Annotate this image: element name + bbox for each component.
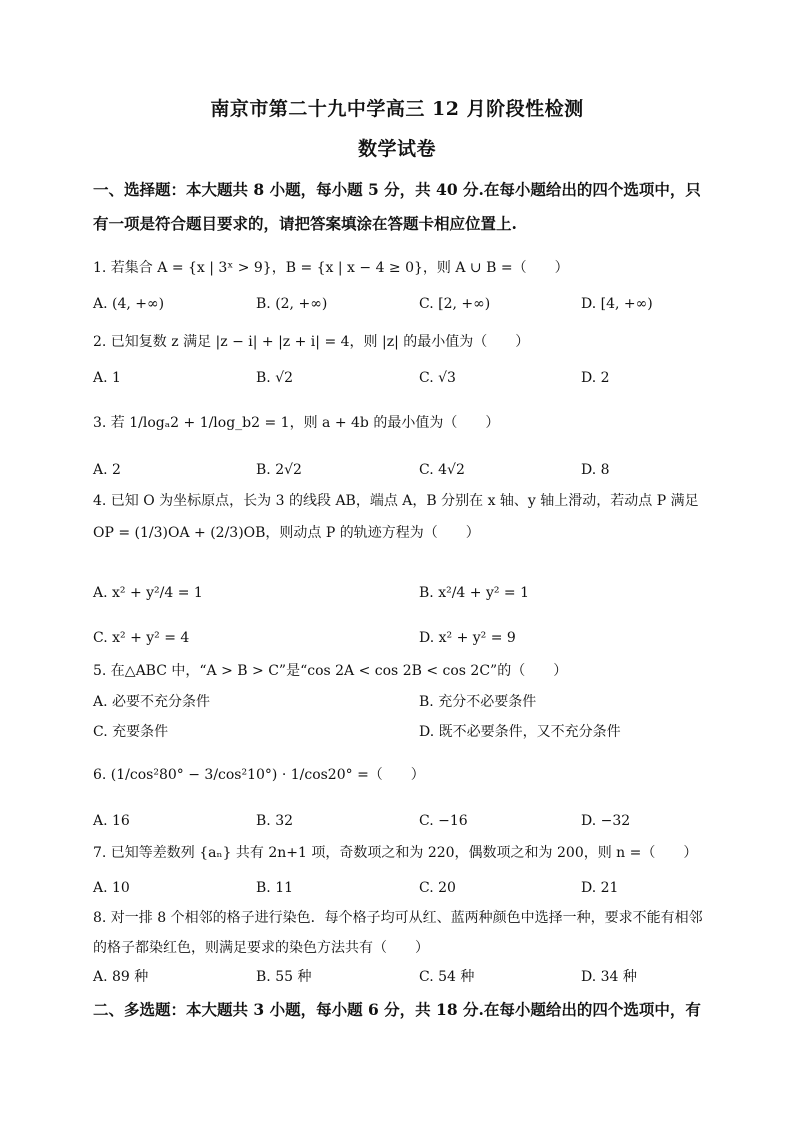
question-6-option-b: B. 32: [256, 813, 294, 829]
question-2-option-d: D. 2: [581, 370, 610, 386]
question-2-stem: 2. 已知复数 z 满足 |z − i| + |z + i| = 4，则 |z| 的最小值为（ ）: [93, 334, 530, 350]
question-8-option-b: B. 55 种: [256, 969, 312, 985]
question-7-stem: 7. 已知等差数列 {aₙ} 共有 2n+1 项，奇数项之和为 220，偶数项之和为 200，则 n =（ ）: [93, 845, 698, 861]
question-6-option-a: A. 16: [93, 813, 130, 829]
question-1-option-c: C. [2, +∞): [419, 296, 491, 312]
question-4-option-c: C. x² + y² = 4: [93, 630, 190, 646]
question-7-option-d: D. 21: [581, 880, 619, 896]
question-7-option-a: A. 10: [93, 880, 130, 896]
question-2-option-a: A. 1: [93, 370, 121, 386]
question-6-option-d: D. −32: [581, 813, 631, 829]
question-5-option-c: C. 充要条件: [93, 724, 169, 740]
question-5-option-d: D. 既不必要条件，又不充分条件: [419, 724, 621, 740]
question-3-option-a: A. 2: [93, 462, 121, 478]
question-8-option-c: C. 54 种: [419, 969, 475, 985]
question-7-option-b: B. 11: [256, 880, 294, 896]
question-3-stem: 3. 若 1/logₐ2 + 1/log_b2 = 1，则 a + 4b 的最小值为（ ）: [93, 415, 500, 431]
question-4-option-a: A. x² + y²/4 = 1: [93, 585, 203, 601]
question-1-stem: 1. 若集合 A = {x | 3ˣ > 9}，B = {x | x − 4 ≥ 0}，则 A ∪ B =（ ）: [93, 260, 569, 276]
question-5-stem: 5. 在△ABC 中，“A > B > C”是“cos 2A < cos 2B < cos 2C”的（ ）: [93, 663, 568, 679]
exam-subtitle: 数学试卷: [357, 138, 436, 160]
exam-title: 南京市第二十九中学高三 12 月阶段性检测: [210, 98, 584, 120]
question-4-option-b: B. x²/4 + y² = 1: [419, 585, 530, 601]
question-5-option-a: A. 必要不充分条件: [93, 694, 211, 710]
question-1-option-a: A. (4, +∞): [93, 296, 165, 312]
question-8-stem: 8. 对一排 8 个相邻的格子进行染色．每个格子均可从红、蓝两种颜色中选择一种，要求不能有相邻的格子都染红色，则满足要求的染色方法共有（ ）: [93, 910, 703, 956]
section-2-header: 二、多选题：本大题共 3 小题，每小题 6 分，共 18 分.在每小题给出的四个选项中，有: [93, 1000, 701, 1019]
question-8-option-a: A. 89 种: [93, 969, 149, 985]
question-4-stem: 4. 已知 O 为坐标原点，长为 3 的线段 AB，端点 A，B 分别在 x 轴、y 轴上滑动，若动点 P 满足 OP = (1/3)OA + (2/3)OB，则动点 P 的轨迹方程为（ ）: [93, 493, 699, 541]
question-6-stem: 6. (1/cos²80° − 3/cos²10°) · 1/cos20° =（ ）: [93, 767, 425, 783]
question-8-option-d: D. 34 种: [581, 969, 637, 985]
question-5-option-b: B. 充分不必要条件: [419, 694, 537, 710]
question-1-option-d: D. [4, +∞): [581, 296, 653, 312]
question-3-option-b: B. 2√2: [256, 462, 302, 478]
question-2-option-c: C. √3: [419, 370, 456, 386]
section-1-header: 一、选择题：本大题共 8 小题，每小题 5 分，共 40 分.在每小题给出的四个选项中，只有一项是符合题目要求的，请把答案填涂在答题卡相应位置上.: [93, 180, 701, 233]
question-6-option-c: C. −16: [419, 813, 468, 829]
question-7-option-c: C. 20: [419, 880, 456, 896]
question-4-option-d: D. x² + y² = 9: [419, 630, 516, 646]
question-3-option-c: C. 4√2: [419, 462, 465, 478]
question-2-option-b: B. √2: [256, 370, 294, 386]
question-3-option-d: D. 8: [581, 462, 610, 478]
question-1-option-b: B. (2, +∞): [256, 296, 328, 312]
